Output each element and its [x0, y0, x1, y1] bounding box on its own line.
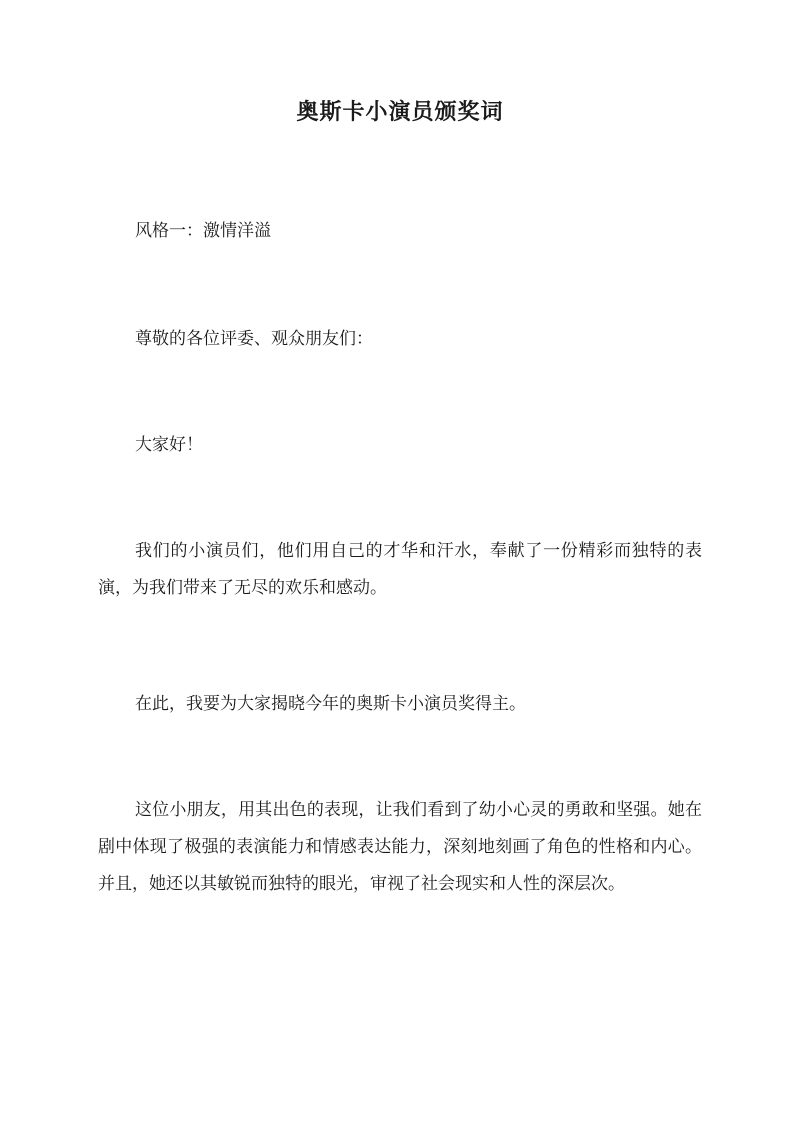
greeting: 大家好！ [135, 435, 203, 455]
style-heading: 风格一：激情洋溢 [135, 221, 271, 241]
body-paragraph: 我们的小演员们，他们用自己的才华和汗水，奉献了一份精彩而独特的表演，为我们带来了无尽的欢乐和感动。 [98, 541, 702, 598]
document-title: 奥斯卡小演员颁奖词 [296, 99, 504, 125]
body-paragraph: 在此，我要为大家揭晓今年的奥斯卡小演员奖得主。 [135, 694, 526, 714]
body-paragraph: 这位小朋友，用其出色的表现，让我们看到了幼小心灵的勇敢和坚强。她在剧中体现了极强的表演能力和情感表达能力，深刻地刻画了角色的性格和内心。并且，她还以其敏锐而独特的眼光，审视了社会现实和人性的深层次。 [98, 800, 702, 894]
salutation: 尊敬的各位评委、观众朋友们： [135, 329, 373, 349]
